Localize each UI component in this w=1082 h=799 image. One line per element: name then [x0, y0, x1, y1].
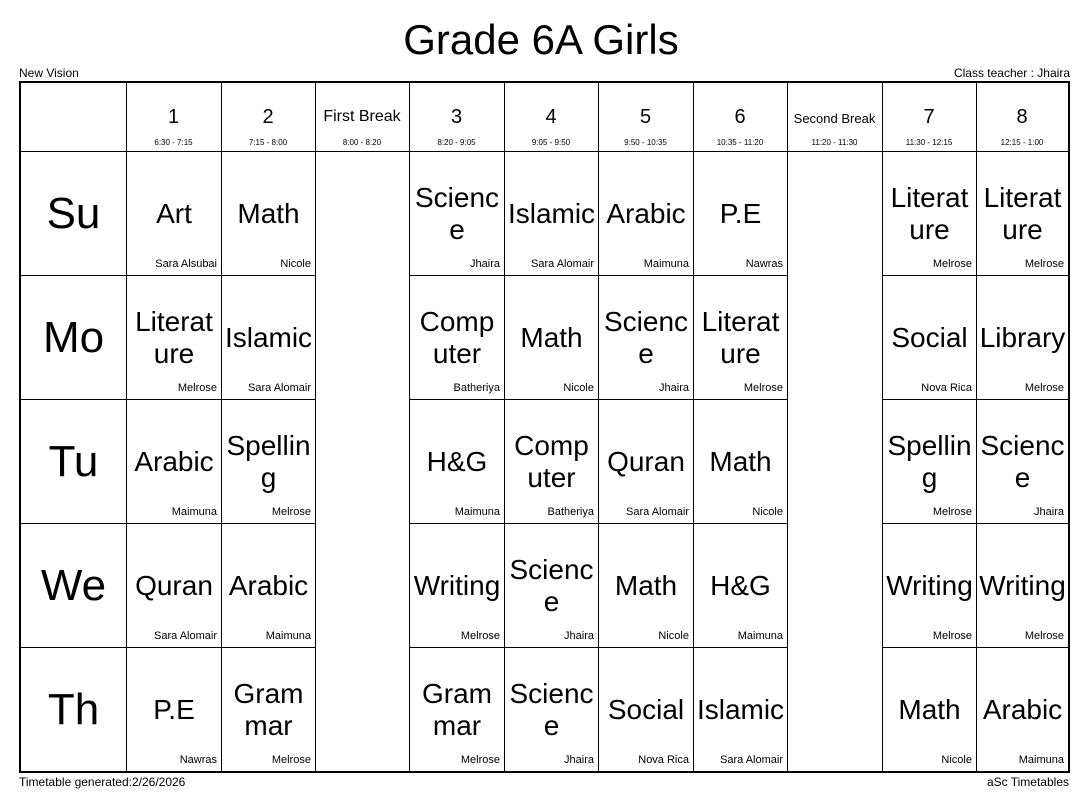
lesson-teacher: Nicole [658, 630, 689, 642]
period-time: 9:50 - 10:35 [624, 138, 667, 147]
column-divider [315, 83, 316, 771]
break-header [315, 83, 409, 152]
lesson-teacher: Maimuna [737, 630, 783, 642]
lesson-subject: Quran [607, 446, 685, 477]
period-header [598, 83, 693, 152]
lesson-subject: Computer [419, 306, 495, 369]
lesson-subject: Arabic [228, 570, 309, 601]
lesson-cell[interactable] [694, 152, 787, 276]
lesson-subject: Science [414, 182, 500, 245]
period-time: 6:30 - 7:15 [154, 138, 193, 147]
lesson-teacher: Maimuna [265, 630, 311, 642]
period-time: 11:30 - 12:15 [905, 138, 953, 147]
lesson-teacher: Nicole [752, 506, 783, 518]
break-header [787, 83, 882, 152]
lesson-cell[interactable] [599, 648, 693, 772]
lesson-subject: Writing [886, 570, 973, 601]
lesson-subject: Literature [701, 306, 780, 369]
lesson-cell[interactable] [222, 276, 315, 400]
lesson-teacher: Sara Alomair [531, 258, 594, 270]
timetable-grid [19, 81, 1070, 773]
lesson-teacher: Melrose [932, 630, 972, 642]
page-title: Grade 6A Girls [403, 16, 679, 63]
period-time: 12:15 - 1:00 [1000, 138, 1044, 147]
lesson-subject: Science [603, 306, 689, 369]
period-number: 6 [734, 106, 746, 128]
lesson-teacher: Melrose [271, 754, 311, 766]
lesson-subject: Math [237, 198, 300, 229]
period-header [693, 83, 787, 152]
lesson-subject: Science [980, 430, 1065, 493]
lesson-teacher: Nova Rica [921, 382, 972, 394]
day-label: Su [46, 189, 101, 238]
lesson-subject: Literature [890, 182, 969, 245]
class-teacher: Class teacher : Jhaira [953, 66, 1070, 80]
lesson-cell[interactable] [883, 276, 976, 400]
lesson-cell[interactable] [222, 152, 315, 276]
lesson-teacher: Nicole [941, 754, 972, 766]
day-label: Th [47, 685, 100, 734]
period-number: 5 [639, 106, 652, 128]
lesson-subject: Writing [413, 570, 501, 601]
lesson-teacher: Jhaira [1034, 506, 1064, 518]
period-header [221, 83, 315, 152]
lesson-teacher: Nicole [280, 258, 311, 270]
lesson-cell[interactable] [977, 524, 1068, 648]
lesson-teacher: Jhaira [659, 382, 689, 394]
lesson-cell[interactable] [883, 400, 976, 524]
brand-label: aSc Timetables [986, 775, 1069, 789]
lesson-teacher: Maimuna [171, 506, 217, 518]
lesson-cell[interactable] [410, 524, 504, 648]
lesson-subject: Social [891, 322, 968, 353]
lesson-cell[interactable] [977, 276, 1068, 400]
school-name: New Vision [19, 66, 79, 80]
lesson-cell[interactable] [977, 152, 1068, 276]
lesson-subject: Social [607, 694, 685, 725]
column-divider [787, 83, 788, 771]
period-time: 8:20 - 9:05 [437, 138, 476, 147]
lesson-cell[interactable] [505, 648, 598, 772]
lesson-cell[interactable] [410, 152, 504, 276]
generated-date: Timetable generated:2/26/2026 [19, 775, 186, 789]
lesson-cell[interactable] [127, 524, 221, 648]
lesson-cell[interactable] [505, 400, 598, 524]
lesson-cell[interactable] [977, 400, 1068, 524]
period-time: 8:00 - 8:20 [342, 138, 382, 147]
lesson-subject: Library [979, 322, 1066, 353]
lesson-subject: Islamic [696, 694, 785, 725]
lesson-cell[interactable] [505, 276, 598, 400]
lesson-subject: Math [520, 322, 583, 353]
lesson-cell[interactable] [222, 400, 315, 524]
period-header [409, 83, 504, 152]
day-label: Tu [48, 437, 99, 486]
lesson-cell[interactable] [127, 276, 221, 400]
lesson-cell[interactable] [127, 648, 221, 772]
lesson-cell[interactable] [599, 400, 693, 524]
lesson-subject: Art [156, 198, 192, 229]
lesson-subject: Writing [979, 570, 1066, 601]
lesson-cell[interactable] [599, 152, 693, 276]
period-header [126, 83, 221, 152]
lesson-teacher: Melrose [1024, 382, 1064, 394]
break-label: First Break [323, 108, 401, 125]
lesson-subject: Arabic [134, 446, 214, 477]
lesson-subject: Spelling [887, 430, 972, 493]
lesson-subject: Grammar [422, 678, 492, 741]
lesson-cell[interactable] [883, 152, 976, 276]
lesson-teacher: Melrose [1024, 258, 1064, 270]
lesson-teacher: Melrose [932, 506, 972, 518]
lesson-cell[interactable] [977, 648, 1068, 772]
lesson-subject: P.E [153, 694, 195, 725]
lesson-cell[interactable] [222, 524, 315, 648]
lesson-subject: Science [509, 554, 594, 617]
lesson-subject: Arabic [606, 198, 686, 229]
lesson-teacher: Melrose [460, 754, 500, 766]
lesson-subject: Math [614, 570, 678, 601]
lesson-subject: H&G [426, 446, 488, 477]
lesson-teacher: Nicole [563, 382, 594, 394]
lesson-subject: Math [709, 446, 772, 477]
lesson-subject: Grammar [233, 678, 304, 741]
lesson-teacher: Sara Alsubai [155, 258, 217, 270]
lesson-teacher: Melrose [271, 506, 311, 518]
period-time: 7:15 - 8:00 [248, 138, 288, 147]
day-label: We [40, 561, 107, 610]
lesson-cell[interactable] [410, 276, 504, 400]
lesson-teacher: Sara Alomair [248, 382, 311, 394]
lesson-teacher: Maimuna [643, 258, 689, 270]
lesson-teacher: Jhaira [564, 630, 594, 642]
lesson-teacher: Melrose [177, 382, 217, 394]
period-time: 11:20 - 11:30 [811, 138, 858, 147]
lesson-teacher: Sara Alomair [720, 754, 783, 766]
lesson-teacher: Maimuna [1018, 754, 1064, 766]
lesson-teacher: Batheriya [453, 382, 500, 394]
lesson-teacher: Nawras [745, 258, 783, 270]
lesson-teacher: Melrose [1024, 630, 1064, 642]
period-number: 4 [545, 106, 557, 128]
lesson-cell[interactable] [222, 648, 315, 772]
lesson-cell[interactable] [883, 524, 976, 648]
lesson-subject: Literature [135, 306, 213, 369]
lesson-cell[interactable] [694, 400, 787, 524]
lesson-cell[interactable] [505, 152, 598, 276]
period-number: 3 [450, 106, 463, 128]
lesson-teacher: Batheriya [547, 506, 594, 518]
lesson-cell[interactable] [410, 400, 504, 524]
lesson-teacher: Jhaira [470, 258, 500, 270]
lesson-teacher: Melrose [743, 382, 783, 394]
lesson-subject: Science [509, 678, 594, 741]
lesson-cell[interactable] [127, 400, 221, 524]
lesson-teacher: Melrose [460, 630, 500, 642]
lesson-cell[interactable] [127, 152, 221, 276]
lesson-teacher: Sara Alomair [626, 506, 689, 518]
period-time: 10:35 - 11:20 [716, 138, 764, 147]
period-number: 2 [262, 106, 274, 128]
lesson-cell[interactable] [410, 648, 504, 772]
lesson-teacher: Nova Rica [638, 754, 689, 766]
period-header [882, 83, 976, 152]
lesson-teacher: Melrose [932, 258, 972, 270]
lesson-cell[interactable] [694, 648, 787, 772]
lesson-cell[interactable] [883, 648, 976, 772]
lesson-teacher: Maimuna [454, 506, 500, 518]
lesson-teacher: Nawras [179, 754, 217, 766]
period-time: 9:05 - 9:50 [531, 138, 571, 147]
lesson-subject: P.E [719, 198, 762, 229]
lesson-cell[interactable] [505, 524, 598, 648]
lesson-subject: Islamic [507, 198, 596, 229]
lesson-teacher: Sara Alomair [154, 630, 217, 642]
lesson-subject: H&G [710, 570, 771, 601]
lesson-subject: Computer [514, 430, 589, 493]
period-number: 8 [1016, 106, 1028, 128]
lesson-subject: Math [898, 694, 961, 725]
lesson-teacher: Jhaira [564, 754, 594, 766]
day-label: Mo [42, 313, 105, 362]
lesson-cell[interactable] [694, 276, 787, 400]
lesson-subject: Arabic [982, 694, 1063, 725]
period-header [976, 83, 1068, 152]
break-label: Second Break [793, 111, 876, 126]
period-number: 1 [167, 106, 180, 128]
lesson-cell[interactable] [599, 524, 693, 648]
period-header [504, 83, 598, 152]
lesson-subject: Islamic [224, 322, 313, 353]
period-number: 7 [923, 106, 935, 128]
lesson-subject: Spelling [226, 430, 311, 493]
lesson-subject: Quran [135, 570, 213, 601]
lesson-cell[interactable] [599, 276, 693, 400]
lesson-cell[interactable] [694, 524, 787, 648]
lesson-subject: Literature [983, 182, 1062, 245]
